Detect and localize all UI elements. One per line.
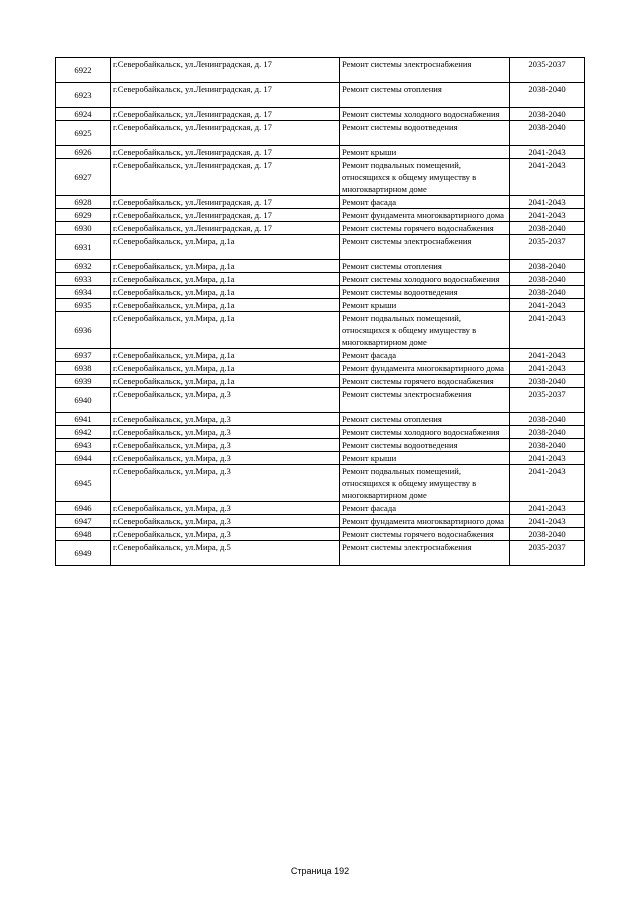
- row-address: г.Северобайкальск, ул.Ленинградская, д. 17: [111, 159, 340, 196]
- row-work-type: Ремонт системы холодного водоснабжения: [340, 426, 510, 439]
- row-work-type: Ремонт системы отопления: [340, 413, 510, 426]
- row-period: 2041-2043: [510, 299, 585, 312]
- row-period: 2041-2043: [510, 146, 585, 159]
- row-address: г.Северобайкальск, ул.Мира, д.3: [111, 439, 340, 452]
- table-row: [56, 413, 585, 426]
- row-address: г.Северобайкальск, ул.Мира, д.1а: [111, 286, 340, 299]
- row-number: 6947: [56, 515, 111, 528]
- row-work-type: Ремонт фасада: [340, 502, 510, 515]
- row-work-type: Ремонт системы электроснабжения: [340, 541, 510, 566]
- row-address: г.Северобайкальск, ул.Мира, д.1а: [111, 235, 340, 260]
- row-period: 2035-2037: [510, 541, 585, 566]
- row-period: 2041-2043: [510, 159, 585, 196]
- table-row: [56, 83, 585, 108]
- table-row: [56, 349, 585, 362]
- row-number: 6937: [56, 349, 111, 362]
- works-table: [55, 57, 585, 566]
- row-number: 6923: [56, 83, 111, 108]
- row-work-type: Ремонт системы водоотведения: [340, 121, 510, 146]
- row-period: 2038-2040: [510, 439, 585, 452]
- row-work-type: Ремонт фундамента многоквартирного дома: [340, 362, 510, 375]
- table-row: [56, 515, 585, 528]
- table-row: [56, 146, 585, 159]
- row-address: г.Северобайкальск, ул.Мира, д.3: [111, 515, 340, 528]
- row-work-type: Ремонт подвальных помещений, относящихся к общему имуществу в многоквартирном доме: [340, 159, 510, 196]
- row-period: 2041-2043: [510, 209, 585, 222]
- row-address: г.Северобайкальск, ул.Мира, д.1а: [111, 362, 340, 375]
- table-row: [56, 108, 585, 121]
- row-number: 6943: [56, 439, 111, 452]
- row-period: 2038-2040: [510, 260, 585, 273]
- row-work-type: Ремонт системы водоотведения: [340, 439, 510, 452]
- row-work-type: Ремонт фундамента многоквартирного дома: [340, 515, 510, 528]
- row-number: 6924: [56, 108, 111, 121]
- row-work-type: Ремонт системы отопления: [340, 83, 510, 108]
- row-period: 2035-2037: [510, 388, 585, 413]
- row-number: 6936: [56, 312, 111, 349]
- table-row: [56, 426, 585, 439]
- table-row: [56, 299, 585, 312]
- row-period: 2041-2043: [510, 196, 585, 209]
- row-period: 2038-2040: [510, 375, 585, 388]
- works-table-body: [56, 58, 585, 566]
- row-period: 2041-2043: [510, 502, 585, 515]
- row-address: г.Северобайкальск, ул.Мира, д.1а: [111, 375, 340, 388]
- row-address: г.Северобайкальск, ул.Ленинградская, д. 17: [111, 58, 340, 83]
- row-address: г.Северобайкальск, ул.Ленинградская, д. 17: [111, 83, 340, 108]
- row-address: г.Северобайкальск, ул.Ленинградская, д. 17: [111, 222, 340, 235]
- table-row: [56, 439, 585, 452]
- row-address: г.Северобайкальск, ул.Мира, д.3: [111, 413, 340, 426]
- table-row: [56, 222, 585, 235]
- row-period: 2038-2040: [510, 426, 585, 439]
- row-number: 6948: [56, 528, 111, 541]
- table-row: [56, 121, 585, 146]
- row-number: 6925: [56, 121, 111, 146]
- row-period: 2041-2043: [510, 312, 585, 349]
- row-address: г.Северобайкальск, ул.Мира, д.1а: [111, 299, 340, 312]
- row-work-type: Ремонт подвальных помещений, относящихся к общему имуществу в многоквартирном доме: [340, 312, 510, 349]
- row-number: 6930: [56, 222, 111, 235]
- row-period: 2041-2043: [510, 349, 585, 362]
- row-address: г.Северобайкальск, ул.Мира, д.1а: [111, 349, 340, 362]
- row-number: 6934: [56, 286, 111, 299]
- table-row: [56, 235, 585, 260]
- row-address: г.Северобайкальск, ул.Мира, д.3: [111, 452, 340, 465]
- row-address: г.Северобайкальск, ул.Мира, д.3: [111, 465, 340, 502]
- row-address: г.Северобайкальск, ул.Мира, д.3: [111, 388, 340, 413]
- row-address: г.Северобайкальск, ул.Мира, д.3: [111, 502, 340, 515]
- row-work-type: Ремонт подвальных помещений, относящихся к общему имуществу в многоквартирном доме: [340, 465, 510, 502]
- row-period: 2041-2043: [510, 362, 585, 375]
- row-number: 6942: [56, 426, 111, 439]
- row-work-type: Ремонт фасада: [340, 349, 510, 362]
- row-address: г.Северобайкальск, ул.Мира, д.1а: [111, 273, 340, 286]
- row-number: 6940: [56, 388, 111, 413]
- row-work-type: Ремонт системы горячего водоснабжения: [340, 375, 510, 388]
- row-address: г.Северобайкальск, ул.Мира, д.3: [111, 426, 340, 439]
- row-period: 2035-2037: [510, 58, 585, 83]
- table-row: [56, 452, 585, 465]
- row-address: г.Северобайкальск, ул.Ленинградская, д. 17: [111, 146, 340, 159]
- row-work-type: Ремонт крыши: [340, 452, 510, 465]
- row-number: 6922: [56, 58, 111, 83]
- row-number: 6938: [56, 362, 111, 375]
- row-address: г.Северобайкальск, ул.Мира, д.1а: [111, 260, 340, 273]
- row-work-type: Ремонт системы водоотведения: [340, 286, 510, 299]
- row-work-type: Ремонт системы холодного водоснабжения: [340, 108, 510, 121]
- table-row: [56, 465, 585, 502]
- row-address: г.Северобайкальск, ул.Мира, д.3: [111, 528, 340, 541]
- row-number: 6946: [56, 502, 111, 515]
- row-number: 6945: [56, 465, 111, 502]
- table-row: [56, 388, 585, 413]
- row-number: 6929: [56, 209, 111, 222]
- table-row: [56, 286, 585, 299]
- row-work-type: Ремонт системы отопления: [340, 260, 510, 273]
- table-row: [56, 528, 585, 541]
- row-work-type: Ремонт системы электроснабжения: [340, 388, 510, 413]
- row-period: 2041-2043: [510, 452, 585, 465]
- row-address: г.Северобайкальск, ул.Ленинградская, д. 17: [111, 209, 340, 222]
- row-work-type: Ремонт крыши: [340, 299, 510, 312]
- row-period: 2035-2037: [510, 235, 585, 260]
- row-address: г.Северобайкальск, ул.Мира, д.1а: [111, 312, 340, 349]
- row-number: 6933: [56, 273, 111, 286]
- row-period: 2038-2040: [510, 413, 585, 426]
- row-address: г.Северобайкальск, ул.Ленинградская, д. 17: [111, 121, 340, 146]
- row-period: 2041-2043: [510, 515, 585, 528]
- row-number: 6932: [56, 260, 111, 273]
- row-period: 2038-2040: [510, 286, 585, 299]
- row-number: 6928: [56, 196, 111, 209]
- row-number: 6926: [56, 146, 111, 159]
- table-row: [56, 159, 585, 196]
- row-number: 6949: [56, 541, 111, 566]
- row-period: 2038-2040: [510, 528, 585, 541]
- row-number: 6927: [56, 159, 111, 196]
- row-number: 6935: [56, 299, 111, 312]
- row-address: г.Северобайкальск, ул.Ленинградская, д. 17: [111, 108, 340, 121]
- row-period: 2038-2040: [510, 273, 585, 286]
- row-work-type: Ремонт системы электроснабжения: [340, 58, 510, 83]
- row-work-type: Ремонт фасада: [340, 196, 510, 209]
- row-period: 2038-2040: [510, 121, 585, 146]
- row-work-type: Ремонт системы холодного водоснабжения: [340, 273, 510, 286]
- table-row: [56, 502, 585, 515]
- row-work-type: Ремонт фундамента многоквартирного дома: [340, 209, 510, 222]
- page-number: Страница 192: [290, 866, 350, 876]
- table-row: [56, 209, 585, 222]
- row-number: 6939: [56, 375, 111, 388]
- row-work-type: Ремонт системы горячего водоснабжения: [340, 222, 510, 235]
- row-work-type: Ремонт системы горячего водоснабжения: [340, 528, 510, 541]
- row-work-type: Ремонт системы электроснабжения: [340, 235, 510, 260]
- table-row: [56, 312, 585, 349]
- row-period: 2038-2040: [510, 83, 585, 108]
- table-row: [56, 362, 585, 375]
- row-number: 6931: [56, 235, 111, 260]
- table-row: [56, 541, 585, 566]
- row-number: 6941: [56, 413, 111, 426]
- row-period: 2038-2040: [510, 108, 585, 121]
- table-row: [56, 196, 585, 209]
- row-address: г.Северобайкальск, ул.Ленинградская, д. 17: [111, 196, 340, 209]
- table-row: [56, 375, 585, 388]
- row-period: 2041-2043: [510, 465, 585, 502]
- row-work-type: Ремонт крыши: [340, 146, 510, 159]
- row-number: 6944: [56, 452, 111, 465]
- table-row: [56, 273, 585, 286]
- table-row: [56, 58, 585, 83]
- row-address: г.Северобайкальск, ул.Мира, д.5: [111, 541, 340, 566]
- row-period: 2038-2040: [510, 222, 585, 235]
- table-row: [56, 260, 585, 273]
